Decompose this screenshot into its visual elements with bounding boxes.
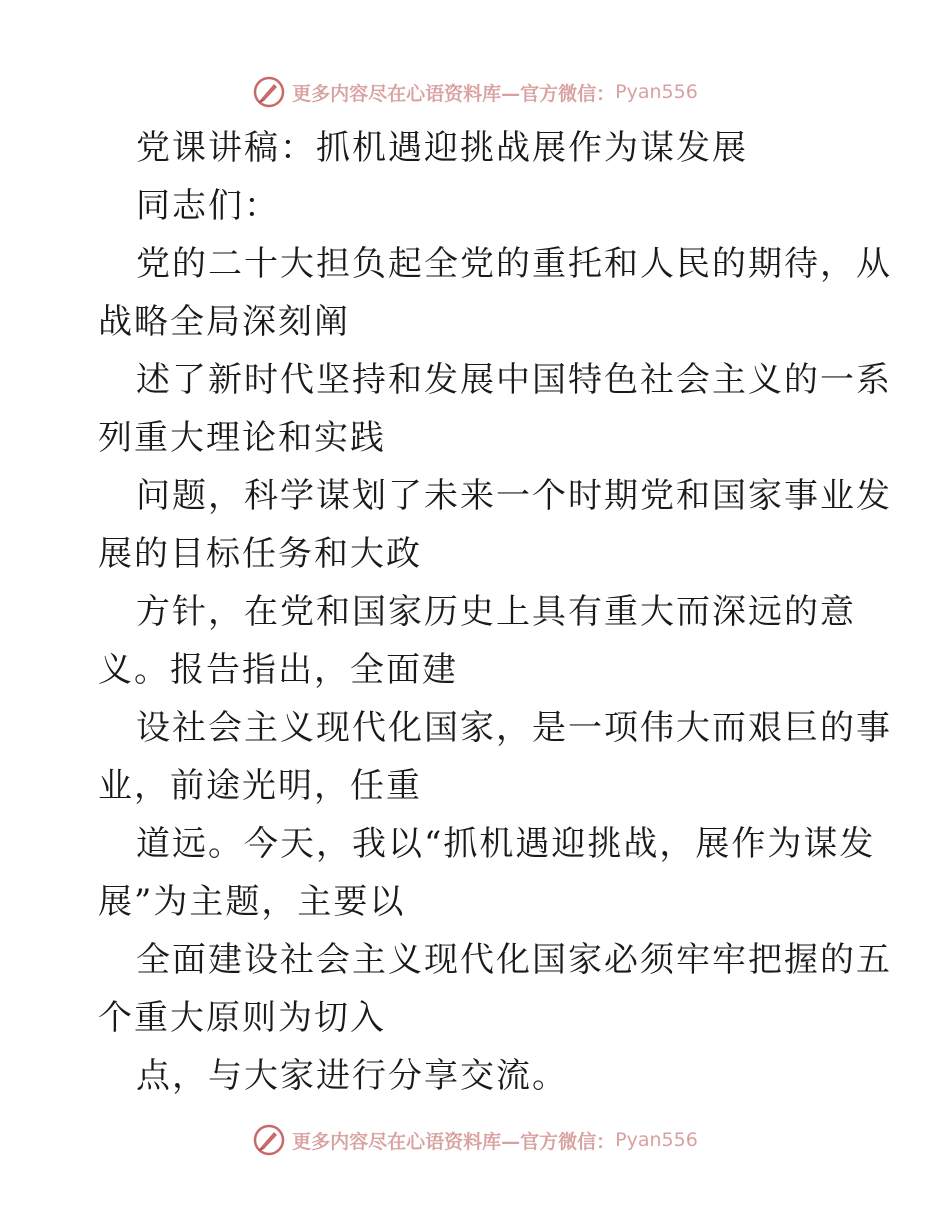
paragraph-line: 列重大理论和实践 bbox=[98, 418, 386, 458]
paragraph-line: 道远。今天，我以“抓机遇迎挑战，展作为谋发 bbox=[136, 824, 876, 864]
paragraph-line: 业，前途光明，任重 bbox=[98, 766, 422, 806]
paragraph-line: 设社会主义现代化国家，是一项伟大而艰巨的事 bbox=[136, 708, 892, 748]
quill-pen-logo-icon bbox=[252, 1123, 286, 1157]
banner-wechat-id: Pyan556 bbox=[615, 81, 698, 103]
paragraph-line: 同志们： bbox=[136, 186, 280, 226]
paragraph-line: 党的二十大担负起全党的重托和人民的期待，从 bbox=[136, 244, 892, 284]
banner-text: 更多内容尽在心语资料库—官方微信： bbox=[292, 1130, 616, 1153]
paragraph-line: 全面建设社会主义现代化国家必须牢牢把握的五 bbox=[136, 940, 892, 980]
banner-text: 更多内容尽在心语资料库—官方微信： bbox=[292, 82, 616, 105]
paragraph-line: 方针，在党和国家历史上具有重大而深远的意 bbox=[136, 592, 856, 632]
document-title: 党课讲稿：抓机遇迎挑战展作为谋发展 bbox=[136, 128, 748, 168]
quill-pen-logo-icon bbox=[252, 75, 286, 109]
paragraph-line: 述了新时代坚持和发展中国特色社会主义的一系 bbox=[136, 360, 892, 400]
banner-wechat-id: Pyan556 bbox=[615, 1129, 698, 1151]
paragraph-line: 义。报告指出，全面建 bbox=[98, 650, 458, 690]
paragraph-line: 点，与大家进行分享交流。 bbox=[136, 1056, 568, 1096]
paragraph-line: 个重大原则为切入 bbox=[98, 998, 386, 1038]
paragraph-line: 问题，科学谋划了未来一个时期党和国家事业发 bbox=[136, 476, 892, 516]
header-banner bbox=[0, 72, 950, 112]
paragraph-line: 展的目标任务和大政 bbox=[98, 534, 422, 574]
paragraph-line: 战略全局深刻阐 bbox=[98, 302, 350, 342]
footer-banner bbox=[0, 1120, 950, 1160]
paragraph-line: 展”为主题，主要以 bbox=[98, 882, 406, 922]
